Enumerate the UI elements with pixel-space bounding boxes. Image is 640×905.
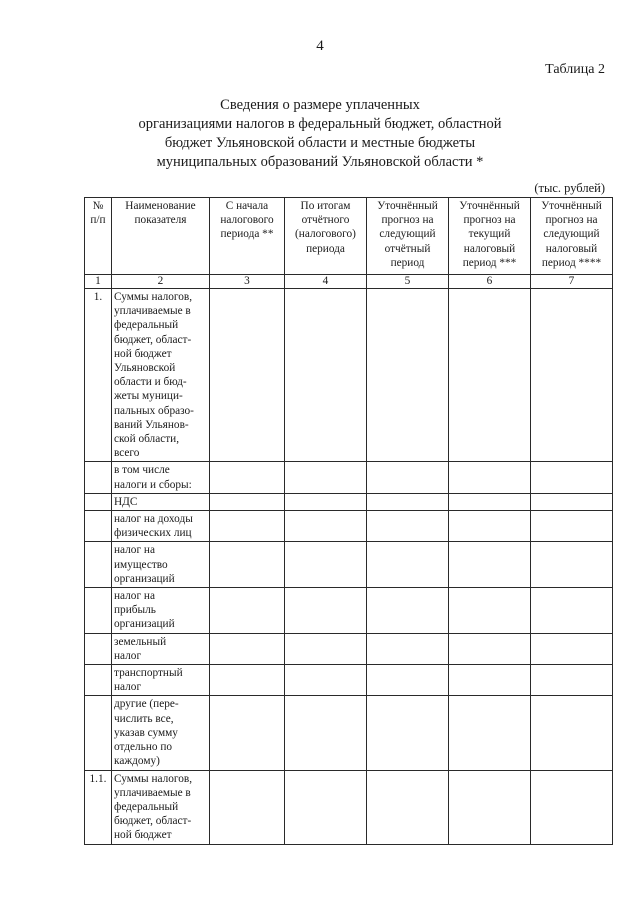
- value-cell: [367, 588, 449, 634]
- title-line: муниципальных образований Ульяновской области *: [156, 154, 484, 170]
- value-cell: [367, 493, 449, 510]
- indicator-name-cell: [112, 665, 210, 696]
- value-cell: [367, 542, 449, 588]
- indicator-name-line: налог: [114, 681, 142, 694]
- column-header: [531, 198, 613, 275]
- value-cell: [210, 462, 285, 493]
- indicator-name-line: организаций: [114, 572, 175, 585]
- row-number-cell: [85, 462, 112, 493]
- column-header-line: Уточнённый: [541, 200, 602, 212]
- column-header-line: следующий: [379, 228, 436, 241]
- indicator-name-line: Ульяновской: [114, 362, 176, 375]
- column-header: [449, 198, 531, 275]
- page-number: 4: [316, 38, 324, 54]
- indicator-name-line: имущество: [114, 558, 168, 571]
- value-cell: [367, 511, 449, 542]
- indicator-name-line: в том числе: [114, 464, 170, 477]
- value-cell: [449, 633, 531, 664]
- column-header-line: период ****: [541, 256, 602, 269]
- indicator-name-cell: [112, 542, 210, 588]
- column-header-line: налоговый: [463, 242, 516, 255]
- indicator-name-line: каждому): [114, 755, 160, 768]
- column-header-line: С начала: [225, 200, 269, 212]
- indicator-name-line: организаций: [114, 618, 175, 631]
- units-label: (тыс. рублей): [534, 181, 605, 195]
- value-cell: [367, 665, 449, 696]
- indicator-name-line: всего: [114, 447, 140, 460]
- indicator-name-line: отдельно по: [114, 741, 173, 754]
- indicator-name-cell: [112, 696, 210, 770]
- indicator-name-line: числить все,: [114, 712, 174, 725]
- value-cell: [210, 289, 285, 462]
- value-cell: [210, 665, 285, 696]
- row-number-cell: 1.: [85, 289, 112, 462]
- column-header-line: Уточнённый: [377, 200, 438, 212]
- value-cell: [210, 633, 285, 664]
- value-cell: [531, 588, 613, 634]
- column-header: [112, 198, 210, 275]
- indicator-name-line: уплачиваемые в: [114, 786, 191, 799]
- indicator-name-cell: [112, 770, 210, 844]
- value-cell: [531, 289, 613, 462]
- column-header-line: отчётного: [301, 214, 350, 227]
- column-header: [210, 198, 285, 275]
- row-number-cell: [85, 588, 112, 634]
- column-header-line: показателя: [134, 214, 187, 227]
- title-line: организациями налогов в федеральный бюджет, областной: [138, 116, 502, 132]
- value-cell: [210, 493, 285, 510]
- value-cell: [531, 493, 613, 510]
- value-cell: [531, 770, 613, 844]
- indicator-name-line: ваний Ульянов-: [114, 418, 189, 431]
- value-cell: [367, 770, 449, 844]
- indicator-name-cell: [112, 493, 210, 510]
- value-cell: [531, 542, 613, 588]
- column-number-row: [85, 275, 613, 289]
- value-cell: [367, 696, 449, 770]
- column-header-line: периода: [306, 242, 345, 255]
- value-cell: [449, 289, 531, 462]
- column-header-line: прогноз на: [381, 214, 434, 227]
- indicator-name-cell: [112, 633, 210, 664]
- value-cell: [210, 511, 285, 542]
- row-number-cell: [85, 511, 112, 542]
- column-header-line: текущий: [468, 228, 511, 241]
- column-number-cell: 3: [210, 275, 285, 289]
- table-label: Таблица 2: [545, 62, 605, 77]
- indicator-name-line: Суммы налогов,: [114, 291, 193, 303]
- column-number-cell: 2: [112, 275, 210, 289]
- column-header-line: п/п: [90, 214, 106, 227]
- column-header-line: Наименование: [125, 200, 196, 212]
- column-header-line: Уточнённый: [459, 200, 520, 212]
- column-number-cell: 7: [531, 275, 613, 289]
- row-number-cell: 1.1.: [85, 770, 112, 844]
- value-cell: [449, 696, 531, 770]
- value-cell: [449, 588, 531, 634]
- tax-info-table: [84, 197, 613, 845]
- column-header-line: (налогового): [295, 228, 356, 241]
- indicator-name-line: другие (пере-: [114, 698, 179, 711]
- table-row: [85, 462, 613, 493]
- indicator-name-line: налог на доходы: [114, 513, 193, 526]
- value-cell: [210, 770, 285, 844]
- indicator-name-line: физических лиц: [114, 527, 192, 540]
- indicator-name-cell: [112, 511, 210, 542]
- indicator-name-line: прибыль: [114, 604, 156, 617]
- column-number-cell: 4: [285, 275, 367, 289]
- indicator-name-line: федеральный: [114, 800, 179, 813]
- value-cell: [367, 633, 449, 664]
- value-cell: [449, 462, 531, 493]
- value-cell: [285, 588, 367, 634]
- row-number-cell: [85, 665, 112, 696]
- column-header-line: По итогам: [300, 200, 351, 212]
- table-row: [85, 633, 613, 664]
- value-cell: [367, 462, 449, 493]
- row-number-cell: [85, 696, 112, 770]
- value-cell: [449, 770, 531, 844]
- value-cell: [531, 696, 613, 770]
- column-header: [85, 198, 112, 275]
- column-header-line: прогноз на: [463, 214, 516, 227]
- value-cell: [449, 665, 531, 696]
- value-cell: [531, 462, 613, 493]
- value-cell: [285, 665, 367, 696]
- indicator-name-line: жеты муници-: [114, 390, 183, 403]
- indicator-name-line: НДС: [114, 495, 138, 508]
- table-row: [85, 588, 613, 634]
- value-cell: [210, 542, 285, 588]
- value-cell: [285, 770, 367, 844]
- row-number-cell: [85, 493, 112, 510]
- value-cell: [210, 588, 285, 634]
- value-cell: [285, 542, 367, 588]
- column-header-line: налогового: [220, 214, 274, 227]
- value-cell: [531, 633, 613, 664]
- indicator-name-line: федеральный: [114, 319, 179, 332]
- table-row: [85, 511, 613, 542]
- value-cell: [449, 493, 531, 510]
- indicator-name-line: области и бюд-: [114, 376, 187, 389]
- indicator-name-cell: [112, 588, 210, 634]
- column-number-cell: 6: [449, 275, 531, 289]
- column-header: [285, 198, 367, 275]
- table-row: [85, 493, 613, 510]
- title-line: бюджет Ульяновской области и местные бюджеты: [164, 135, 476, 151]
- indicator-name-line: земельный: [114, 635, 167, 648]
- column-header-line: налоговый: [545, 242, 598, 255]
- column-header-line: отчётный: [384, 242, 431, 255]
- indicator-name-line: налог на: [114, 544, 155, 557]
- table-row: [85, 289, 613, 462]
- value-cell: [285, 633, 367, 664]
- table-row: [85, 542, 613, 588]
- indicator-name-line: ской области,: [114, 433, 180, 446]
- value-cell: [285, 696, 367, 770]
- indicator-name-line: налоги и сборы:: [114, 478, 192, 491]
- value-cell: [285, 493, 367, 510]
- indicator-name-line: ной бюджет: [114, 829, 172, 842]
- indicator-name-line: Суммы налогов,: [114, 772, 193, 785]
- value-cell: [531, 511, 613, 542]
- value-cell: [285, 462, 367, 493]
- column-header-line: период ***: [462, 256, 517, 269]
- column-header-line: №: [92, 200, 104, 212]
- column-header: [367, 198, 449, 275]
- table-header-row: [85, 198, 613, 275]
- value-cell: [449, 511, 531, 542]
- indicator-name-line: указав сумму: [114, 726, 178, 739]
- table-row: [85, 696, 613, 770]
- column-number-cell: 1: [85, 275, 112, 289]
- indicator-name-line: транспортный: [114, 667, 183, 680]
- column-header-line: период: [390, 256, 425, 269]
- row-number-cell: [85, 542, 112, 588]
- indicator-name-line: налог: [114, 649, 142, 662]
- indicator-name-line: ной бюджет: [114, 347, 172, 360]
- column-header-line: прогноз на: [545, 214, 598, 227]
- indicator-name-cell: [112, 462, 210, 493]
- indicator-name-cell: [112, 289, 210, 462]
- document-title: [0, 96, 640, 172]
- row-number-cell: [85, 633, 112, 664]
- value-cell: [531, 665, 613, 696]
- value-cell: [449, 542, 531, 588]
- value-cell: [285, 511, 367, 542]
- indicator-name-line: бюджет, област-: [114, 815, 192, 828]
- column-number-cell: 5: [367, 275, 449, 289]
- column-header-line: следующий: [543, 228, 600, 241]
- value-cell: [210, 696, 285, 770]
- indicator-name-line: налог на: [114, 590, 155, 603]
- indicator-name-line: бюджет, област-: [114, 333, 192, 346]
- value-cell: [285, 289, 367, 462]
- indicator-name-line: уплачиваемые в: [114, 305, 191, 318]
- value-cell: [367, 289, 449, 462]
- table-row: [85, 665, 613, 696]
- indicator-name-line: пальных образо-: [114, 404, 194, 417]
- table-body: [85, 289, 613, 845]
- column-header-line: периода **: [220, 228, 274, 241]
- title-line: Сведения о размере уплаченных: [220, 97, 420, 113]
- table-row: [85, 770, 613, 844]
